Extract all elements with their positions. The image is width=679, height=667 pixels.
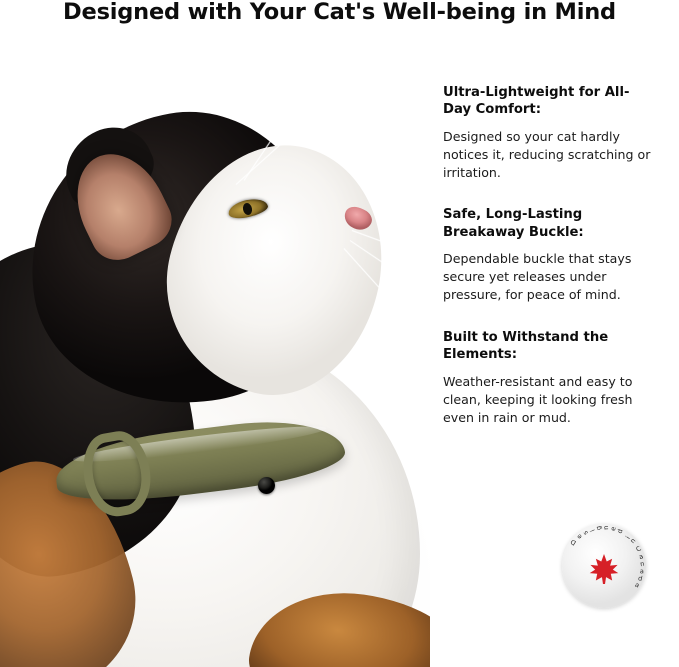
feature-body: Weather-resistant and easy to clean, keeping it looking fresh even in rain or mud.	[443, 373, 633, 425]
feature-body: Dependable buckle that stays secure yet releases under pressure, for peace of mind.	[443, 251, 632, 303]
badge-text-ring: D e s i g n e d i n C a n a d a	[568, 524, 646, 590]
feature-title: Safe, Long-Lasting Breakaway Buckle:	[443, 207, 584, 240]
cat-illustration	[0, 34, 430, 667]
feature-body: Designed so your cat hardly notices it, reducing scratching or irritation.	[443, 128, 651, 180]
feature-title: Built to Withstand the Elements:	[443, 329, 609, 363]
product-photo	[0, 34, 430, 667]
feature-list	[443, 84, 653, 451]
page-title: Designed with Your Cat's Well-being in Mind	[63, 0, 616, 25]
feature-item	[443, 329, 653, 426]
feature-item	[443, 206, 653, 303]
feature-item	[443, 84, 653, 181]
designed-in-canada-badge	[562, 524, 646, 608]
feature-title: Ultra-Lightweight for All-Day Comfort:	[443, 85, 630, 118]
collar-stud	[258, 477, 275, 494]
